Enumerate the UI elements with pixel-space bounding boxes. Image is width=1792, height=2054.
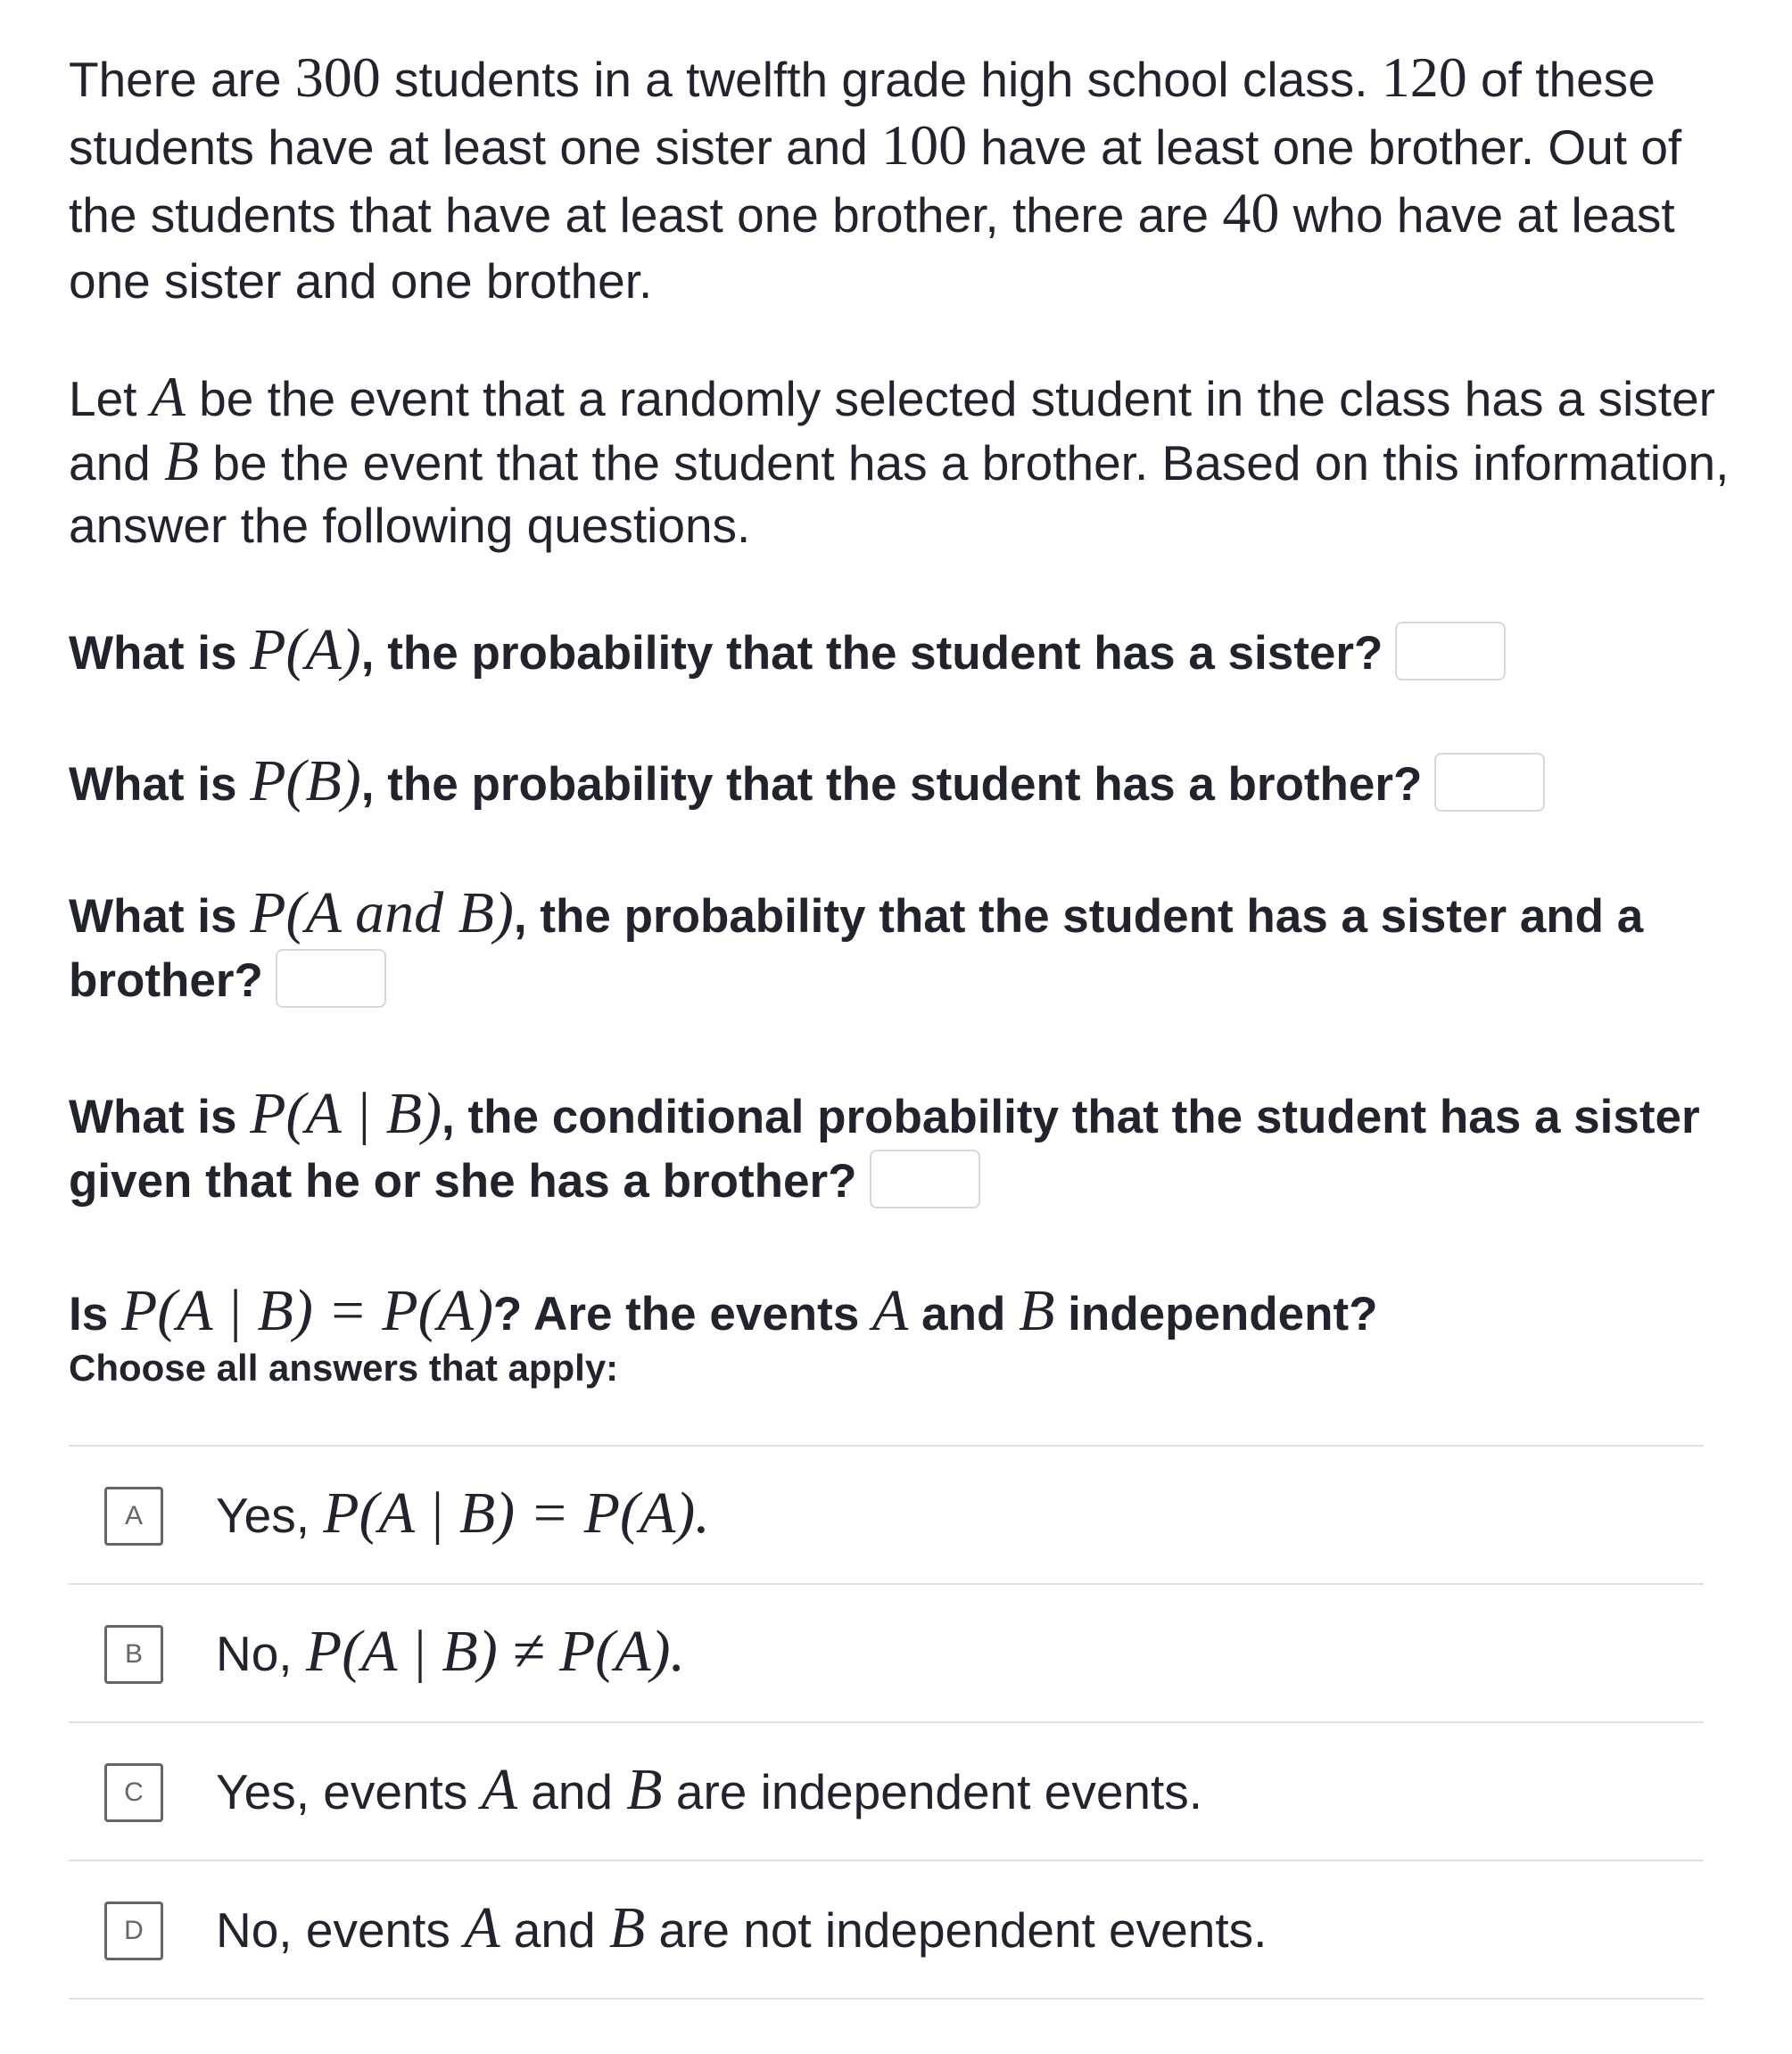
choice-d[interactable] xyxy=(69,1861,1704,1998)
independence-question: Is P(A | B) = P(A)? Are the events A and B independent? xyxy=(69,1278,1378,1343)
answer-input-p-a-given-b[interactable] xyxy=(870,1150,980,1208)
choice-d-text: No, events A and B are not independent events. xyxy=(216,1895,1268,1960)
choice-c-text: Yes, events A and B are independent events. xyxy=(216,1757,1203,1822)
choice-b[interactable] xyxy=(69,1585,1704,1721)
choice-c[interactable] xyxy=(69,1723,1704,1860)
question-p-a: What is P(A), the probability that the student has a sister? xyxy=(69,618,1746,686)
event-definition: Let A be the event that a randomly selected student in the class has a sister and B be the event that the student has a brother. Based on this information, answer the following questions. xyxy=(69,365,1730,553)
question-p-a-given-b: What is P(A | B), the conditional probability that the student has a sister given that he or she has a brother? xyxy=(69,1081,1700,1208)
answer-input-p-a-and-b[interactable] xyxy=(276,949,386,1008)
problem-intro: There are 300 students in a twelfth grade high school class. 120 of these students have at least one sister and 100 have at least one brother. Out of the students that have at least one brother, there are 40 who have at least one sister and one brother. xyxy=(69,45,1682,309)
choose-all-label: Choose all answers that apply: xyxy=(69,1347,619,1389)
answer-input-p-a[interactable] xyxy=(1395,622,1506,681)
choice-a[interactable] xyxy=(69,1447,1704,1583)
question-p-b: What is P(B), the probability that the student has a brother? xyxy=(69,749,1746,817)
choice-letter-b[interactable]: B xyxy=(104,1625,163,1684)
divider xyxy=(69,1998,1704,2000)
choice-letter-c[interactable]: C xyxy=(104,1763,163,1822)
question-p-a-and-b: What is P(A and B), the probability that the student has a sister and a brother? xyxy=(69,880,1644,1007)
choice-a-text: Yes, P(A | B) = P(A). xyxy=(216,1481,710,1546)
choice-letter-a[interactable]: A xyxy=(104,1487,163,1546)
answer-input-p-b[interactable] xyxy=(1434,753,1545,812)
choice-letter-d[interactable]: D xyxy=(104,1901,163,1960)
choice-b-text: No, P(A | B) ≠ P(A). xyxy=(216,1619,686,1684)
